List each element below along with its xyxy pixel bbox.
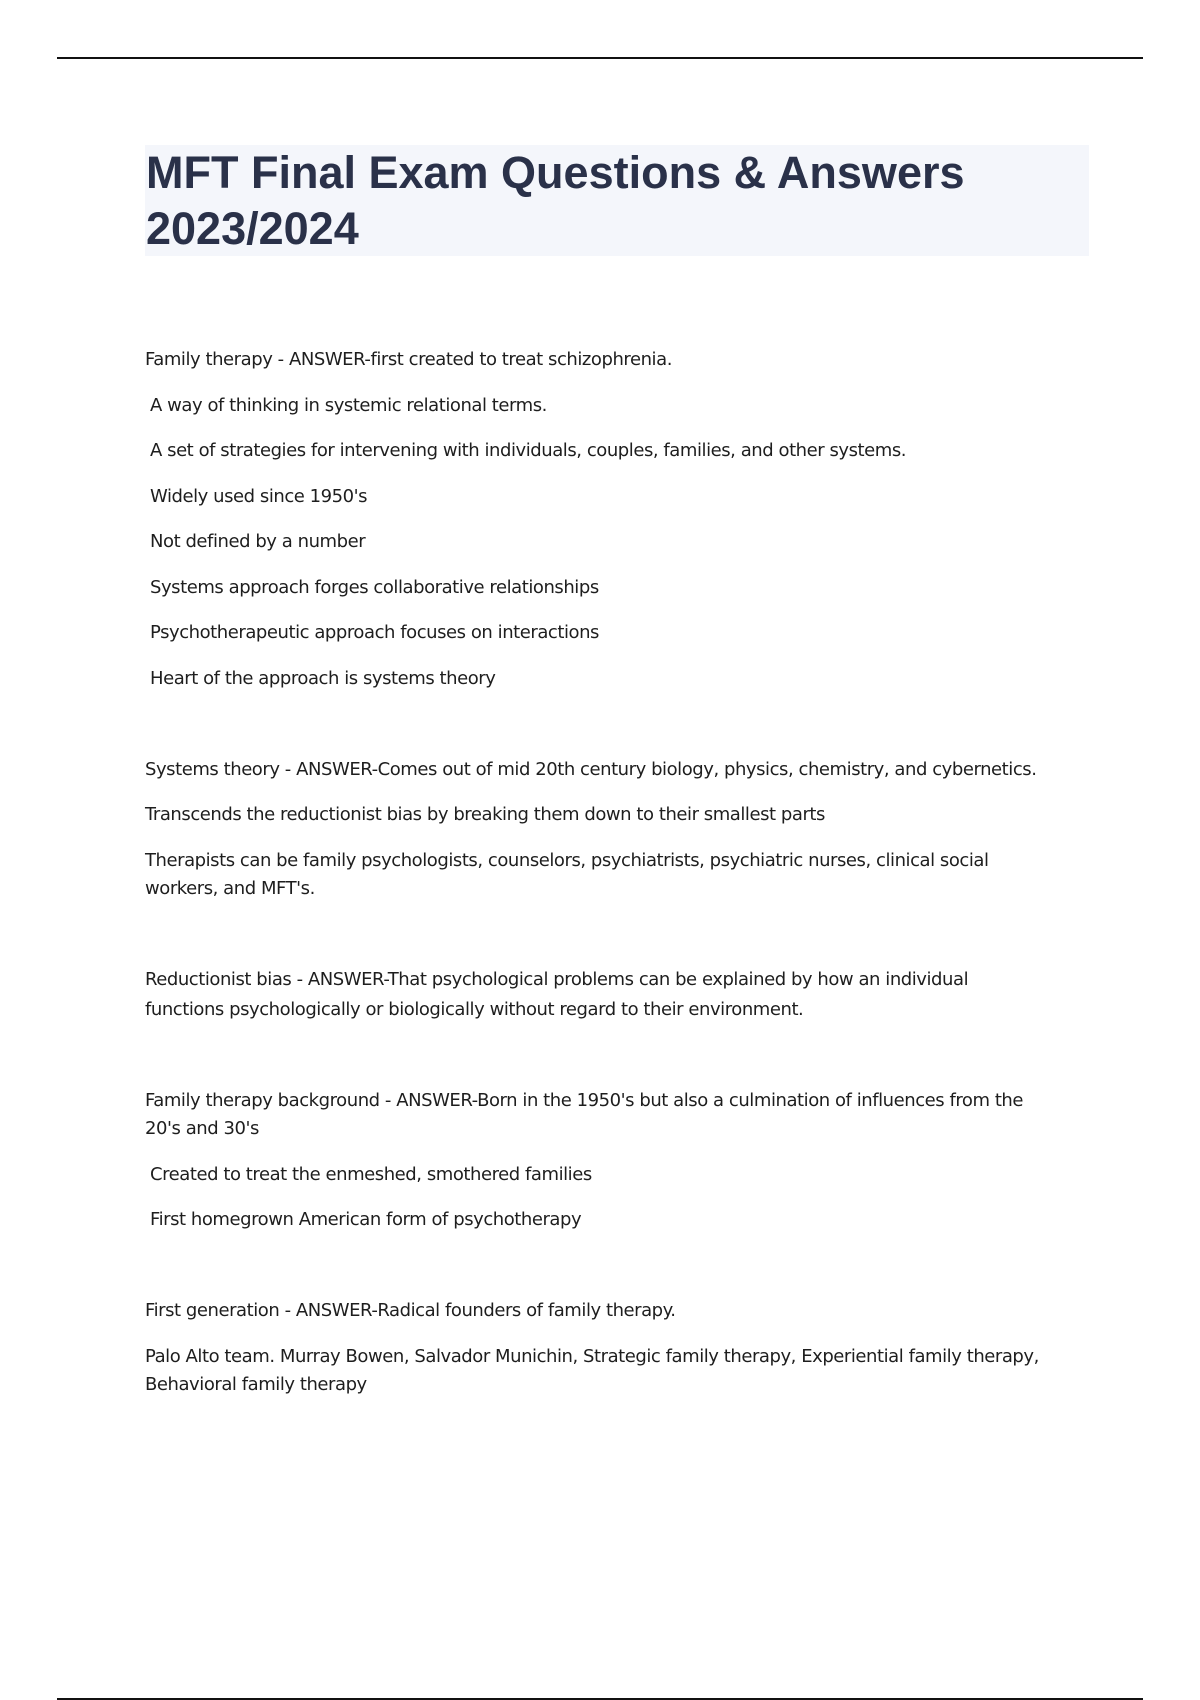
- qa-answer-line: A way of thinking in systemic relational terms.: [150, 395, 547, 416]
- qa-answer-line: Systems approach forges collaborative relationships: [150, 577, 599, 598]
- qa-answer-line: 20's and 30's: [145, 1118, 259, 1139]
- qa-answer-line: Transcends the reductionist bias by breaking them down to their smallest parts: [145, 804, 825, 825]
- qa-answer-line: Not defined by a number: [150, 531, 366, 552]
- qa-answer-line: Heart of the approach is systems theory: [150, 668, 496, 689]
- qa-answer-line: First homegrown American form of psychotherapy: [150, 1209, 582, 1230]
- qa-question-answer-line: Family therapy background - ANSWER-Born in the 1950's but also a culmination of influences from the: [145, 1090, 1024, 1111]
- qa-answer-line: Palo Alto team. Murray Bowen, Salvador Munichin, Strategic family therapy, Experiential family therapy,: [145, 1346, 1039, 1367]
- qa-question-answer-line: Systems theory - ANSWER-Comes out of mid 20th century biology, physics, chemistry, and cybernetics.: [145, 759, 1037, 780]
- qa-answer-line: Widely used since 1950's: [150, 486, 368, 507]
- qa-answer-line: workers, and MFT's.: [145, 878, 315, 899]
- qa-question-answer-line: Family therapy - ANSWER-first created to treat schizophrenia.: [145, 349, 672, 370]
- qa-answer-line: functions psychologically or biologically without regard to their environment.: [145, 999, 804, 1020]
- document-title-line-1: MFT Final Exam Questions & Answers: [146, 147, 965, 198]
- qa-question-answer-line: Reductionist bias - ANSWER-That psychological problems can be explained by how an individual: [145, 969, 969, 990]
- qa-question-answer-line: First generation - ANSWER-Radical founders of family therapy.: [145, 1300, 676, 1321]
- document-title-line-2: 2023/2024: [146, 203, 359, 254]
- qa-answer-line: Psychotherapeutic approach focuses on interactions: [150, 622, 599, 643]
- qa-answer-line: A set of strategies for intervening with individuals, couples, families, and other systems.: [150, 440, 907, 461]
- qa-answer-line: Behavioral family therapy: [145, 1374, 367, 1395]
- qa-answer-line: Created to treat the enmeshed, smothered families: [150, 1164, 592, 1185]
- qa-answer-line: Therapists can be family psychologists, counselors, psychiatrists, psychiatric nurses, clinical social: [145, 850, 989, 871]
